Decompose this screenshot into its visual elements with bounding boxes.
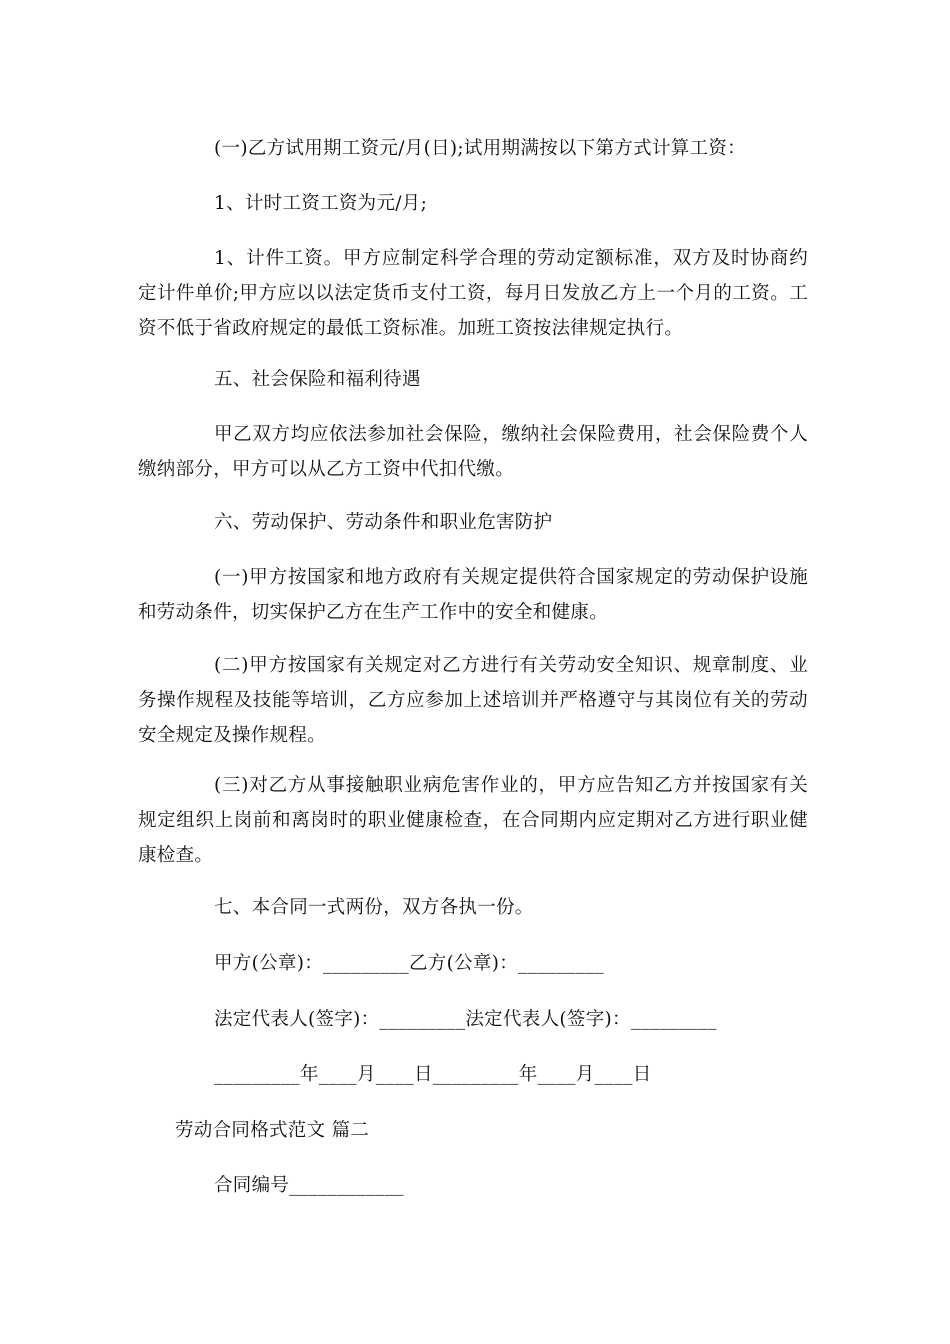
paragraph-protection-3: (三)对乙方从事接触职业病危害作业的，甲方应告知乙方并按国家有关规定组织上岗前和离岗时的职业健康检查，在合同期内应定期对乙方进行职业健康检查。 [138,775,808,866]
date-line: _________年____月____日_________年____月____日 [214,1064,652,1085]
paragraph-probation-salary: (一)乙方试用期工资元/月(日);试用期满按以下第方式计算工资： [214,138,746,159]
paragraph-protection-2: (二)甲方按国家有关规定对乙方进行有关劳动安全知识、规章制度、业务操作规程及技能等培训，乙方应参加上述培训并严格遵守与其岗位有关的劳动安全规定及操作规程。 [138,655,808,746]
contract-number-line: 合同编号____________ [214,1175,404,1196]
paragraph-hourly-wage: 1、计时工资工资为元/月; [214,193,428,214]
section-heading-social-insurance: 五、社会保险和福利待遇 [214,369,421,390]
paragraph-protection-1: (一)甲方按国家和地方政府有关规定提供符合国家规定的劳动保护设施和劳动条件，切实保护乙方在生产工作中的安全和健康。 [138,567,808,623]
paragraph-piece-wage: 1、计件工资。甲方应制定科学合理的劳动定额标准，双方及时协商约定计件单价;甲方应以以法定货币支付工资，每月日发放乙方上一个月的工资。工资不低于省政府规定的最低工资标准。加班工资按法律规定执行。 [138,248,808,339]
representative-signature-line: 法定代表人(签字)：_________法定代表人(签字)：_________ [214,1009,717,1030]
section-title: 劳动合同格式范文 篇二 [175,1120,370,1141]
paragraph-social-insurance: 甲乙双方均应依法参加社会保险，缴纳社会保险费用，社会保险费个人缴纳部分，甲方可以从乙方工资中代扣代缴。 [138,424,808,480]
paragraph-copies: 七、本合同一式两份，双方各执一份。 [214,897,534,918]
seal-signature-line: 甲方(公章)：_________乙方(公章)：_________ [214,953,604,974]
section-heading-labor-protection: 六、劳动保护、劳动条件和职业危害防护 [214,512,553,533]
